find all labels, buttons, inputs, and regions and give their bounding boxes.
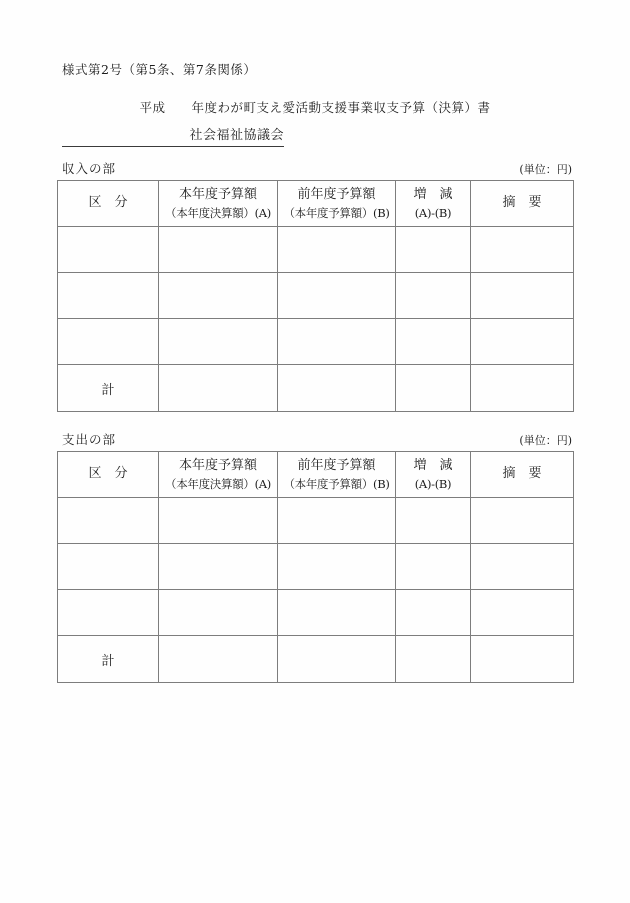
income-table [57,180,574,412]
header-text: 前年度予算額 [297,457,376,473]
empty-cell [278,319,396,365]
empty-cell [471,365,574,412]
empty-cell [396,636,471,683]
income-header-category [58,181,159,227]
income-header-remarks [471,181,574,227]
header-text: 本年度予算額 [178,457,257,473]
empty-cell [471,273,574,319]
empty-cell [159,636,278,683]
expense-header-current-budget [159,452,278,498]
empty-cell [471,498,574,544]
header-text: 区 分 [88,195,128,211]
empty-cell [278,498,396,544]
empty-cell [471,319,574,365]
header-subtext: （本年度決算額）(A) [165,205,271,220]
empty-cell [278,636,396,683]
expense-header-row [58,452,574,498]
header-text: 増 減 [413,457,453,473]
empty-cell [58,227,159,273]
empty-cell [159,227,278,273]
empty-cell [278,544,396,590]
expense-section-label: 支出の部 [62,432,117,447]
income-header-row [58,181,574,227]
header-text: 区 分 [88,466,128,482]
header-subtext: (A)-(B) [414,476,452,491]
header-text: 前年度予算額 [297,186,376,202]
expense-total-row [58,636,574,683]
expense-header-previous-budget [278,452,396,498]
income-unit-label: (単位：円) [519,163,572,176]
income-row-2 [58,273,574,319]
expense-header-remarks [471,452,574,498]
empty-cell [58,544,159,590]
header-text: 増 減 [413,186,453,202]
income-header-difference [396,181,471,227]
empty-cell [278,227,396,273]
empty-cell [58,590,159,636]
empty-cell [278,590,396,636]
empty-cell [396,319,471,365]
empty-cell [471,227,574,273]
header-subtext: （本年度予算額）(B) [283,476,390,491]
income-total-row [58,365,574,412]
empty-cell [278,273,396,319]
income-header-previous-budget [278,181,396,227]
empty-cell [471,590,574,636]
header-text: 摘 要 [502,195,542,211]
expense-total-label: 計 [58,636,159,683]
income-section-header [57,159,572,177]
empty-cell [159,365,278,412]
expense-row-2 [58,544,574,590]
empty-cell [159,319,278,365]
income-section-label: 収入の部 [62,161,117,176]
empty-cell [58,273,159,319]
income-total-label: 計 [58,365,159,412]
income-row-3 [58,319,574,365]
organization-underline [62,124,284,147]
empty-cell [396,498,471,544]
empty-cell [278,365,396,412]
expense-row-3 [58,590,574,636]
expense-row-1 [58,498,574,544]
header-text: 本年度予算額 [178,186,257,202]
empty-cell [396,227,471,273]
empty-cell [159,590,278,636]
empty-cell [159,273,278,319]
header-text: 摘 要 [502,466,542,482]
income-row-1 [58,227,574,273]
empty-cell [396,590,471,636]
empty-cell [159,544,278,590]
empty-cell [471,544,574,590]
expense-header-difference [396,452,471,498]
expense-unit-label: (単位：円) [519,434,572,447]
empty-cell [396,544,471,590]
page-title: 平成 年度わが町支え愛活動支援事業収支予算（決算）書 [139,100,491,115]
header-subtext: (A)-(B) [414,205,452,220]
expense-table [57,451,574,683]
empty-cell [159,498,278,544]
expense-section-header [57,430,572,448]
empty-cell [58,319,159,365]
expense-header-category [58,452,159,498]
organization-name: 社会福祉協議会 [189,128,284,143]
empty-cell [58,498,159,544]
income-header-current-budget [159,181,278,227]
header-subtext: （本年度予算額）(B) [283,205,390,220]
empty-cell [396,365,471,412]
header-subtext: （本年度決算額）(A) [165,476,271,491]
empty-cell [471,636,574,683]
form-number-label: 様式第2号（第5条、第7条関係） [62,62,257,77]
empty-cell [396,273,471,319]
